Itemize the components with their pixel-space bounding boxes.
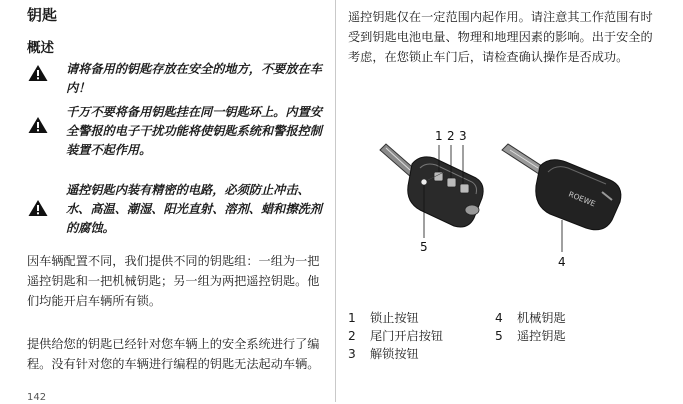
legend-num: 1 xyxy=(348,311,356,325)
legend-item xyxy=(495,327,635,345)
callout-4: 4 xyxy=(558,255,566,269)
callout-1: 1 xyxy=(435,129,443,143)
legend-item xyxy=(495,309,635,327)
unlock-button xyxy=(460,184,469,193)
brand-logo: ROEWE xyxy=(567,189,597,209)
remote-key xyxy=(380,144,483,227)
legend-left xyxy=(348,309,488,363)
callout-2: 2 xyxy=(447,129,455,143)
tailgate-button xyxy=(447,178,456,187)
key-illustration xyxy=(372,120,637,280)
legend-num: 5 xyxy=(495,329,503,343)
warning-text-circuit-care: 遥控钥匙内装有精密的电路，必须防止冲击、水、高温、潮湿、阳光直射、溶剂、蜡和擦洗剂的腐蚀。 xyxy=(66,183,322,235)
legend-right xyxy=(495,309,635,345)
warning-text-key-ring: 千万不要将备用钥匙挂在同一钥匙环上。内置安全警报的电子干扰功能将使钥匙系统和警报控制装置不起作用。 xyxy=(66,105,322,157)
legend-label: 尾门开启按钮 xyxy=(370,329,444,343)
legend-num: 2 xyxy=(348,329,356,343)
paragraph-remote-range: 遥控钥匙仅在一定范围内起作用。请注意其工作范围有时受到钥匙电池电量、物理和地理因素的影响。出于安全的考虑，在您锁止车门后，请检查确认操作是否成功。 xyxy=(348,10,653,64)
page-number: 142 xyxy=(27,392,47,403)
legend-label: 机械钥匙 xyxy=(517,311,566,325)
callout-5: 5 xyxy=(420,240,428,254)
section-title: 钥匙 xyxy=(27,6,58,24)
paragraph-key-programming: 提供给您的钥匙已经针对您车辆上的安全系统进行了编程。没有针对您的车辆进行编程的钥匙无法起动车辆。 xyxy=(27,337,320,371)
legend-label: 解锁按钮 xyxy=(370,347,419,361)
paragraph-key-sets: 因车辆配置不同，我们提供不同的钥匙组：一组为一把遥控钥匙和一把机械钥匙；另一组为两把遥控钥匙。他们均能开启车辆所有锁。 xyxy=(27,254,320,308)
callout-3: 3 xyxy=(459,129,467,143)
legend-label: 锁止按钮 xyxy=(370,311,419,325)
subsection-title: 概述 xyxy=(27,40,54,56)
warning-icon xyxy=(28,116,48,134)
warning-text-spare-key: 请将备用的钥匙存放在安全的地方，不要放在车内！ xyxy=(66,62,322,95)
column-divider xyxy=(335,0,336,402)
legend-item xyxy=(348,327,488,345)
legend-item xyxy=(348,345,488,363)
legend-num: 4 xyxy=(495,311,503,325)
warning-icon xyxy=(28,199,48,217)
legend-item xyxy=(348,309,488,327)
legend-num: 3 xyxy=(348,347,356,361)
mechanical-key xyxy=(502,144,621,230)
legend-label: 遥控钥匙 xyxy=(517,329,566,343)
warning-icon xyxy=(28,64,48,82)
